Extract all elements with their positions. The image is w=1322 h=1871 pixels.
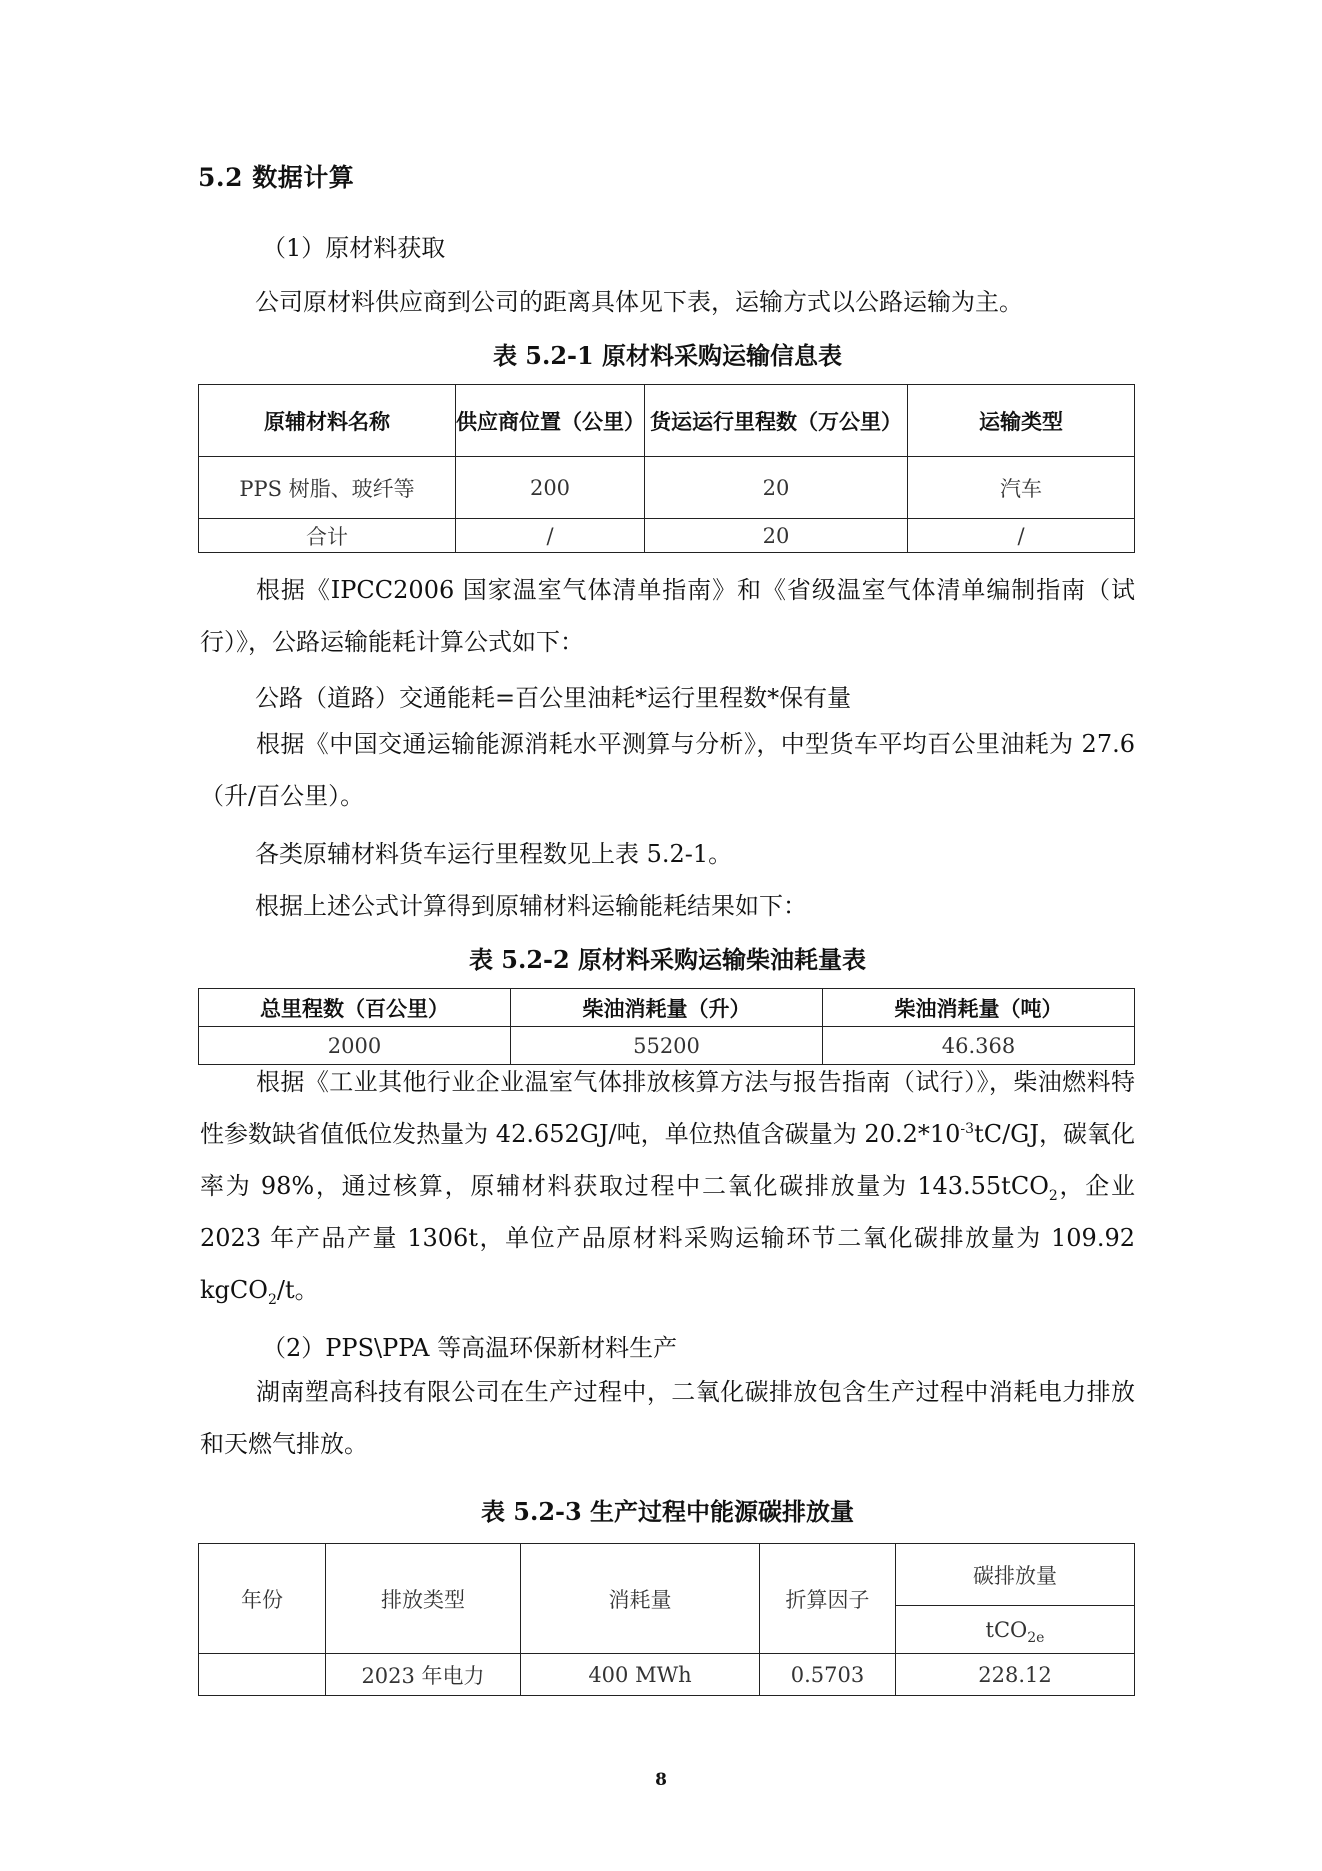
table-cell: 200 <box>456 457 645 519</box>
paragraph-7: 湖南塑高科技有限公司在生产过程中，二氧化碳排放包含生产过程中消耗电力排放和天燃气排放。 <box>200 1378 1135 1458</box>
table2-header-mileage: 总里程数（百公里） <box>199 989 511 1027</box>
table-cell: 0.5703 <box>760 1654 896 1696</box>
table-cell-empty <box>199 1654 326 1696</box>
table1-caption: 表 5.2-1 原材料采购运输信息表 <box>492 341 843 370</box>
table3-header-type: 排放类型 <box>326 1544 521 1654</box>
table-cell: 合计 <box>199 519 456 553</box>
table3-header-year: 年份 <box>199 1544 326 1654</box>
table-cell: 228.12 <box>896 1654 1135 1696</box>
table-energy-emissions <box>198 1543 1135 1696</box>
subscript: 2 <box>1048 1187 1058 1204</box>
unit-subscript: 2e <box>1027 1629 1045 1646</box>
paragraph-formula: 公路（道路）交通能耗=百公里油耗*运行里程数*保有量 <box>255 684 852 712</box>
table-row <box>199 1654 1135 1696</box>
section-heading: 5.2 数据计算 <box>198 163 355 192</box>
table3-caption: 表 5.2-3 生产过程中能源碳排放量 <box>480 1497 855 1526</box>
paragraph-6-part-a: 根据《工业其他行业企业温室气体排放核算方法与报告指南（试行）》，柴油燃料特性参数缺省值低位发热量为 42.652GJ/吨，单位热值含碳量为 20.2*10 <box>200 1068 1135 1148</box>
table-cell: / <box>908 519 1135 553</box>
table-cell: 2000 <box>199 1027 511 1065</box>
table-cell: 2023 年电力 <box>326 1654 521 1696</box>
table1-header-transport: 运输类型 <box>908 385 1135 457</box>
table-cell: 46.368 <box>823 1027 1135 1065</box>
paragraph-2: 根据《IPCC2006 国家温室气体清单指南》和《省级温室气体清单编制指南（试行）》，公路运输能耗计算公式如下： <box>200 576 1135 656</box>
unit-main: tCO <box>985 1617 1028 1642</box>
paragraph-6-part-c: ，企业 2023 年产品产量 1306t，单位产品原材料采购运输环节二氧化碳排放量为 109.92 kgCO <box>200 1172 1136 1304</box>
paragraph-5: 根据上述公式计算得到原辅材料运输能耗结果如下： <box>255 892 807 920</box>
table-cell: 20 <box>645 457 908 519</box>
paragraph-6-part-d: /t。 <box>276 1276 319 1304</box>
table1-header-mileage: 货运运行里程数（万公里） <box>645 385 908 457</box>
table1-header-material: 原辅材料名称 <box>199 385 456 457</box>
table-diesel-consumption <box>198 988 1135 1065</box>
table3-header-unit <box>896 1606 1135 1654</box>
table-row <box>199 519 1135 553</box>
table-cell: / <box>456 519 645 553</box>
paragraph-4: 各类原辅材料货车运行里程数见上表 5.2-1。 <box>255 840 733 868</box>
paragraph-6-part-b: tC/GJ，碳氧化率为 98%，通过核算，原辅材料获取过程中二氧化碳排放量为 143.55tCO <box>200 1120 1136 1200</box>
table3-header-consumption: 消耗量 <box>521 1544 760 1654</box>
subsection-1-title: （1）原材料获取 <box>262 234 446 262</box>
table2-header-liters: 柴油消耗量（升） <box>511 989 823 1027</box>
paragraph-6 <box>200 1056 1135 1316</box>
table-cell: 20 <box>645 519 908 553</box>
table3-header-emission: 碳排放量 <box>896 1544 1135 1606</box>
exponent: -3 <box>960 1121 975 1137</box>
table2-caption: 表 5.2-2 原材料采购运输柴油耗量表 <box>468 945 867 974</box>
table-cell: PPS 树脂、玻纤等 <box>199 457 456 519</box>
subscript: 2 <box>267 1291 277 1308</box>
table-cell: 汽车 <box>908 457 1135 519</box>
subsection-2-title: （2）PPS\PPA 等高温环保新材料生产 <box>262 1334 678 1362</box>
table-cell: 55200 <box>511 1027 823 1065</box>
paragraph-1: 公司原材料供应商到公司的距离具体见下表，运输方式以公路运输为主。 <box>255 288 1023 316</box>
table-row <box>199 457 1135 519</box>
table2-header-tons: 柴油消耗量（吨） <box>823 989 1135 1027</box>
table-cell: 400 MWh <box>521 1654 760 1696</box>
table3-header-factor: 折算因子 <box>760 1544 896 1654</box>
paragraph-3: 根据《中国交通运输能源消耗水平测算与分析》，中型货车平均百公里油耗为 27.6（升/百公里）。 <box>200 730 1135 810</box>
table1-header-supplier: 供应商位置（公里） <box>456 385 645 457</box>
table-raw-material-transport <box>198 384 1135 553</box>
page-number: 8 <box>655 1770 667 1790</box>
